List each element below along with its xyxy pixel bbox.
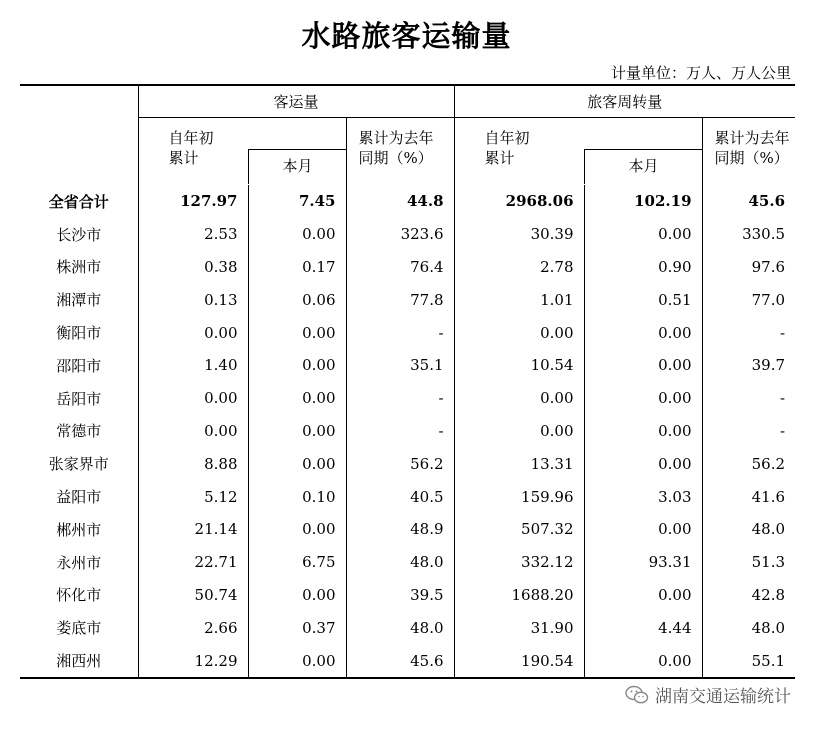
cell-pv-month: 0.00	[248, 218, 346, 251]
cell-pt-yoy: 48.0	[702, 611, 795, 644]
wechat-icon	[625, 685, 649, 705]
cell-pt-yoy: 41.6	[702, 480, 795, 513]
region-name: 邵阳市	[56, 356, 102, 375]
cell-pt-month: 102.19	[584, 185, 702, 218]
cell-pt-month: 4.44	[584, 611, 702, 644]
cell-pt-month: 0.00	[584, 579, 702, 612]
cell-pt-yoy: 77.0	[702, 283, 795, 316]
cell-pt-month: 0.51	[584, 283, 702, 316]
cell-pt-month: 0.00	[584, 316, 702, 349]
cell-pt-ytd: 159.96	[454, 480, 584, 513]
region-name: 郴州市	[56, 520, 102, 539]
cell-pt-yoy: 56.2	[702, 447, 795, 480]
cell-pv-yoy: -	[346, 316, 454, 349]
region-name: 株洲市	[56, 258, 102, 277]
cell-pv-month: 0.00	[248, 316, 346, 349]
table-row	[20, 447, 795, 480]
cell-pv-ytd: 0.00	[138, 316, 248, 349]
region-name: 常德市	[56, 422, 102, 441]
cell-pv-month: 0.10	[248, 480, 346, 513]
table-row	[20, 546, 795, 579]
cell-pv-ytd: 12.29	[138, 644, 248, 678]
header-month: 本月	[584, 149, 702, 184]
cell-pt-yoy: -	[702, 382, 795, 415]
cell-pv-month: 0.37	[248, 611, 346, 644]
cell-pv-yoy: 39.5	[346, 579, 454, 612]
cell-pv-yoy: 44.8	[346, 185, 454, 218]
cell-pv-month: 0.00	[248, 415, 346, 448]
table-row	[20, 644, 795, 678]
cell-pt-month: 0.90	[584, 251, 702, 284]
cell-pt-ytd: 507.32	[454, 513, 584, 546]
cell-pt-yoy: -	[702, 316, 795, 349]
cell-pv-ytd: 2.66	[138, 611, 248, 644]
cell-pv-yoy: 48.0	[346, 546, 454, 579]
header-pv-yoy-line1: 累计为去年	[358, 128, 434, 147]
cell-pv-ytd: 8.88	[138, 447, 248, 480]
cell-pv-ytd: 2.53	[138, 218, 248, 251]
cell-pv-ytd: 21.14	[138, 513, 248, 546]
table-row	[20, 283, 795, 316]
cell-pt-month: 93.31	[584, 546, 702, 579]
cell-pv-yoy: -	[346, 415, 454, 448]
cell-pv-yoy: -	[346, 382, 454, 415]
region-name: 怀化市	[56, 586, 102, 605]
cell-pv-ytd: 0.00	[138, 382, 248, 415]
cell-pt-ytd: 2968.06	[454, 185, 584, 218]
cell-pt-ytd: 2.78	[454, 251, 584, 284]
header-pv-yoy	[346, 117, 454, 185]
region-name: 益阳市	[56, 488, 102, 507]
cell-pv-ytd: 0.00	[138, 415, 248, 448]
cell-pt-ytd: 10.54	[454, 349, 584, 382]
cell-pv-ytd: 0.38	[138, 251, 248, 284]
table-row	[20, 316, 795, 349]
cell-pt-ytd: 30.39	[454, 218, 584, 251]
cell-pv-yoy: 48.9	[346, 513, 454, 546]
header-pt-ytd-line2: 累计	[484, 148, 515, 167]
table-row	[20, 251, 795, 284]
table-row	[20, 480, 795, 513]
cell-pt-yoy: 330.5	[702, 218, 795, 251]
cell-pt-ytd: 1688.20	[454, 579, 584, 612]
header-pv-ytd-line1: 自年初	[168, 128, 214, 147]
cell-pv-yoy: 35.1	[346, 349, 454, 382]
header-pv-ytd-line2: 累计	[168, 148, 199, 167]
cell-pt-yoy: 48.0	[702, 513, 795, 546]
cell-pv-month: 0.00	[248, 579, 346, 612]
cell-pv-yoy: 76.4	[346, 251, 454, 284]
cell-pt-ytd: 0.00	[454, 415, 584, 448]
cell-pt-yoy: 45.6	[702, 185, 795, 218]
cell-pv-yoy: 56.2	[346, 447, 454, 480]
cell-pt-ytd: 31.90	[454, 611, 584, 644]
unit-note: 计量单位：万人、万人公里	[610, 64, 791, 82]
cell-pt-month: 0.00	[584, 382, 702, 415]
table-row	[20, 218, 795, 251]
header-pt-yoy-line1: 累计为去年	[714, 128, 790, 147]
cell-pv-ytd: 1.40	[138, 349, 248, 382]
cell-pt-month: 0.00	[584, 349, 702, 382]
cell-pv-ytd: 0.13	[138, 283, 248, 316]
header-month: 本月	[248, 149, 346, 184]
cell-pv-month: 0.00	[248, 349, 346, 382]
cell-pt-month: 0.00	[584, 644, 702, 678]
region-name: 长沙市	[56, 225, 102, 244]
table-row	[20, 611, 795, 644]
table-row	[20, 579, 795, 612]
cell-pv-ytd: 50.74	[138, 579, 248, 612]
region-name: 永州市	[56, 553, 102, 572]
cell-pv-month: 6.75	[248, 546, 346, 579]
cell-pv-month: 0.00	[248, 447, 346, 480]
cell-pt-month: 0.00	[584, 513, 702, 546]
cell-pv-ytd: 127.97	[138, 185, 248, 218]
cell-pt-month: 0.00	[584, 415, 702, 448]
header-corner	[20, 85, 138, 185]
cell-pv-month: 0.00	[248, 644, 346, 678]
header-pt-yoy-line2: 同期（%）	[714, 148, 789, 167]
cell-pt-ytd: 190.54	[454, 644, 584, 678]
cell-pv-yoy: 77.8	[346, 283, 454, 316]
cell-pt-yoy: 51.3	[702, 546, 795, 579]
cell-pv-yoy: 323.6	[346, 218, 454, 251]
cell-pt-ytd: 0.00	[454, 382, 584, 415]
header-pt-yoy	[702, 117, 795, 185]
region-name: 衡阳市	[56, 324, 102, 343]
table-row	[20, 349, 795, 382]
cell-pt-yoy: 39.7	[702, 349, 795, 382]
watermark	[625, 682, 791, 707]
cell-pv-month: 0.06	[248, 283, 346, 316]
cell-pv-month: 0.00	[248, 382, 346, 415]
table-row	[20, 382, 795, 415]
cell-pv-month: 0.00	[248, 513, 346, 546]
cell-pv-month: 7.45	[248, 185, 346, 218]
cell-pt-yoy: 55.1	[702, 644, 795, 678]
cell-pv-month: 0.17	[248, 251, 346, 284]
cell-pt-yoy: 42.8	[702, 579, 795, 612]
table-body	[20, 185, 795, 678]
watermark-text: 湖南交通运输统计	[655, 687, 791, 707]
table-row	[20, 513, 795, 546]
region-name: 张家界市	[48, 455, 109, 474]
cell-pv-yoy: 45.6	[346, 644, 454, 678]
region-name: 全省合计	[48, 192, 109, 211]
table-row	[20, 415, 795, 448]
header-pt-ytd-line1: 自年初	[484, 128, 530, 147]
cell-pv-ytd: 22.71	[138, 546, 248, 579]
table-row	[20, 185, 795, 218]
cell-pt-yoy: -	[702, 415, 795, 448]
cell-pt-month: 0.00	[584, 447, 702, 480]
cell-pv-ytd: 5.12	[138, 480, 248, 513]
region-name: 岳阳市	[56, 389, 102, 408]
cell-pt-ytd: 13.31	[454, 447, 584, 480]
cell-pt-month: 3.03	[584, 480, 702, 513]
cell-pv-yoy: 40.5	[346, 480, 454, 513]
cell-pt-ytd: 0.00	[454, 316, 584, 349]
page-title: 水路旅客运输量	[301, 19, 512, 53]
cell-pt-ytd: 332.12	[454, 546, 584, 579]
region-name: 湘潭市	[56, 291, 102, 310]
header-passenger-volume: 客运量	[138, 85, 454, 117]
header-pv-yoy-line2: 同期（%）	[358, 148, 433, 167]
cell-pt-ytd: 1.01	[454, 283, 584, 316]
cell-pt-yoy: 97.6	[702, 251, 795, 284]
header-passenger-turnover: 旅客周转量	[454, 85, 795, 117]
region-name: 湘西州	[20, 644, 138, 678]
region-name: 娄底市	[56, 619, 102, 638]
cell-pv-yoy: 48.0	[346, 611, 454, 644]
cell-pt-month: 0.00	[584, 218, 702, 251]
